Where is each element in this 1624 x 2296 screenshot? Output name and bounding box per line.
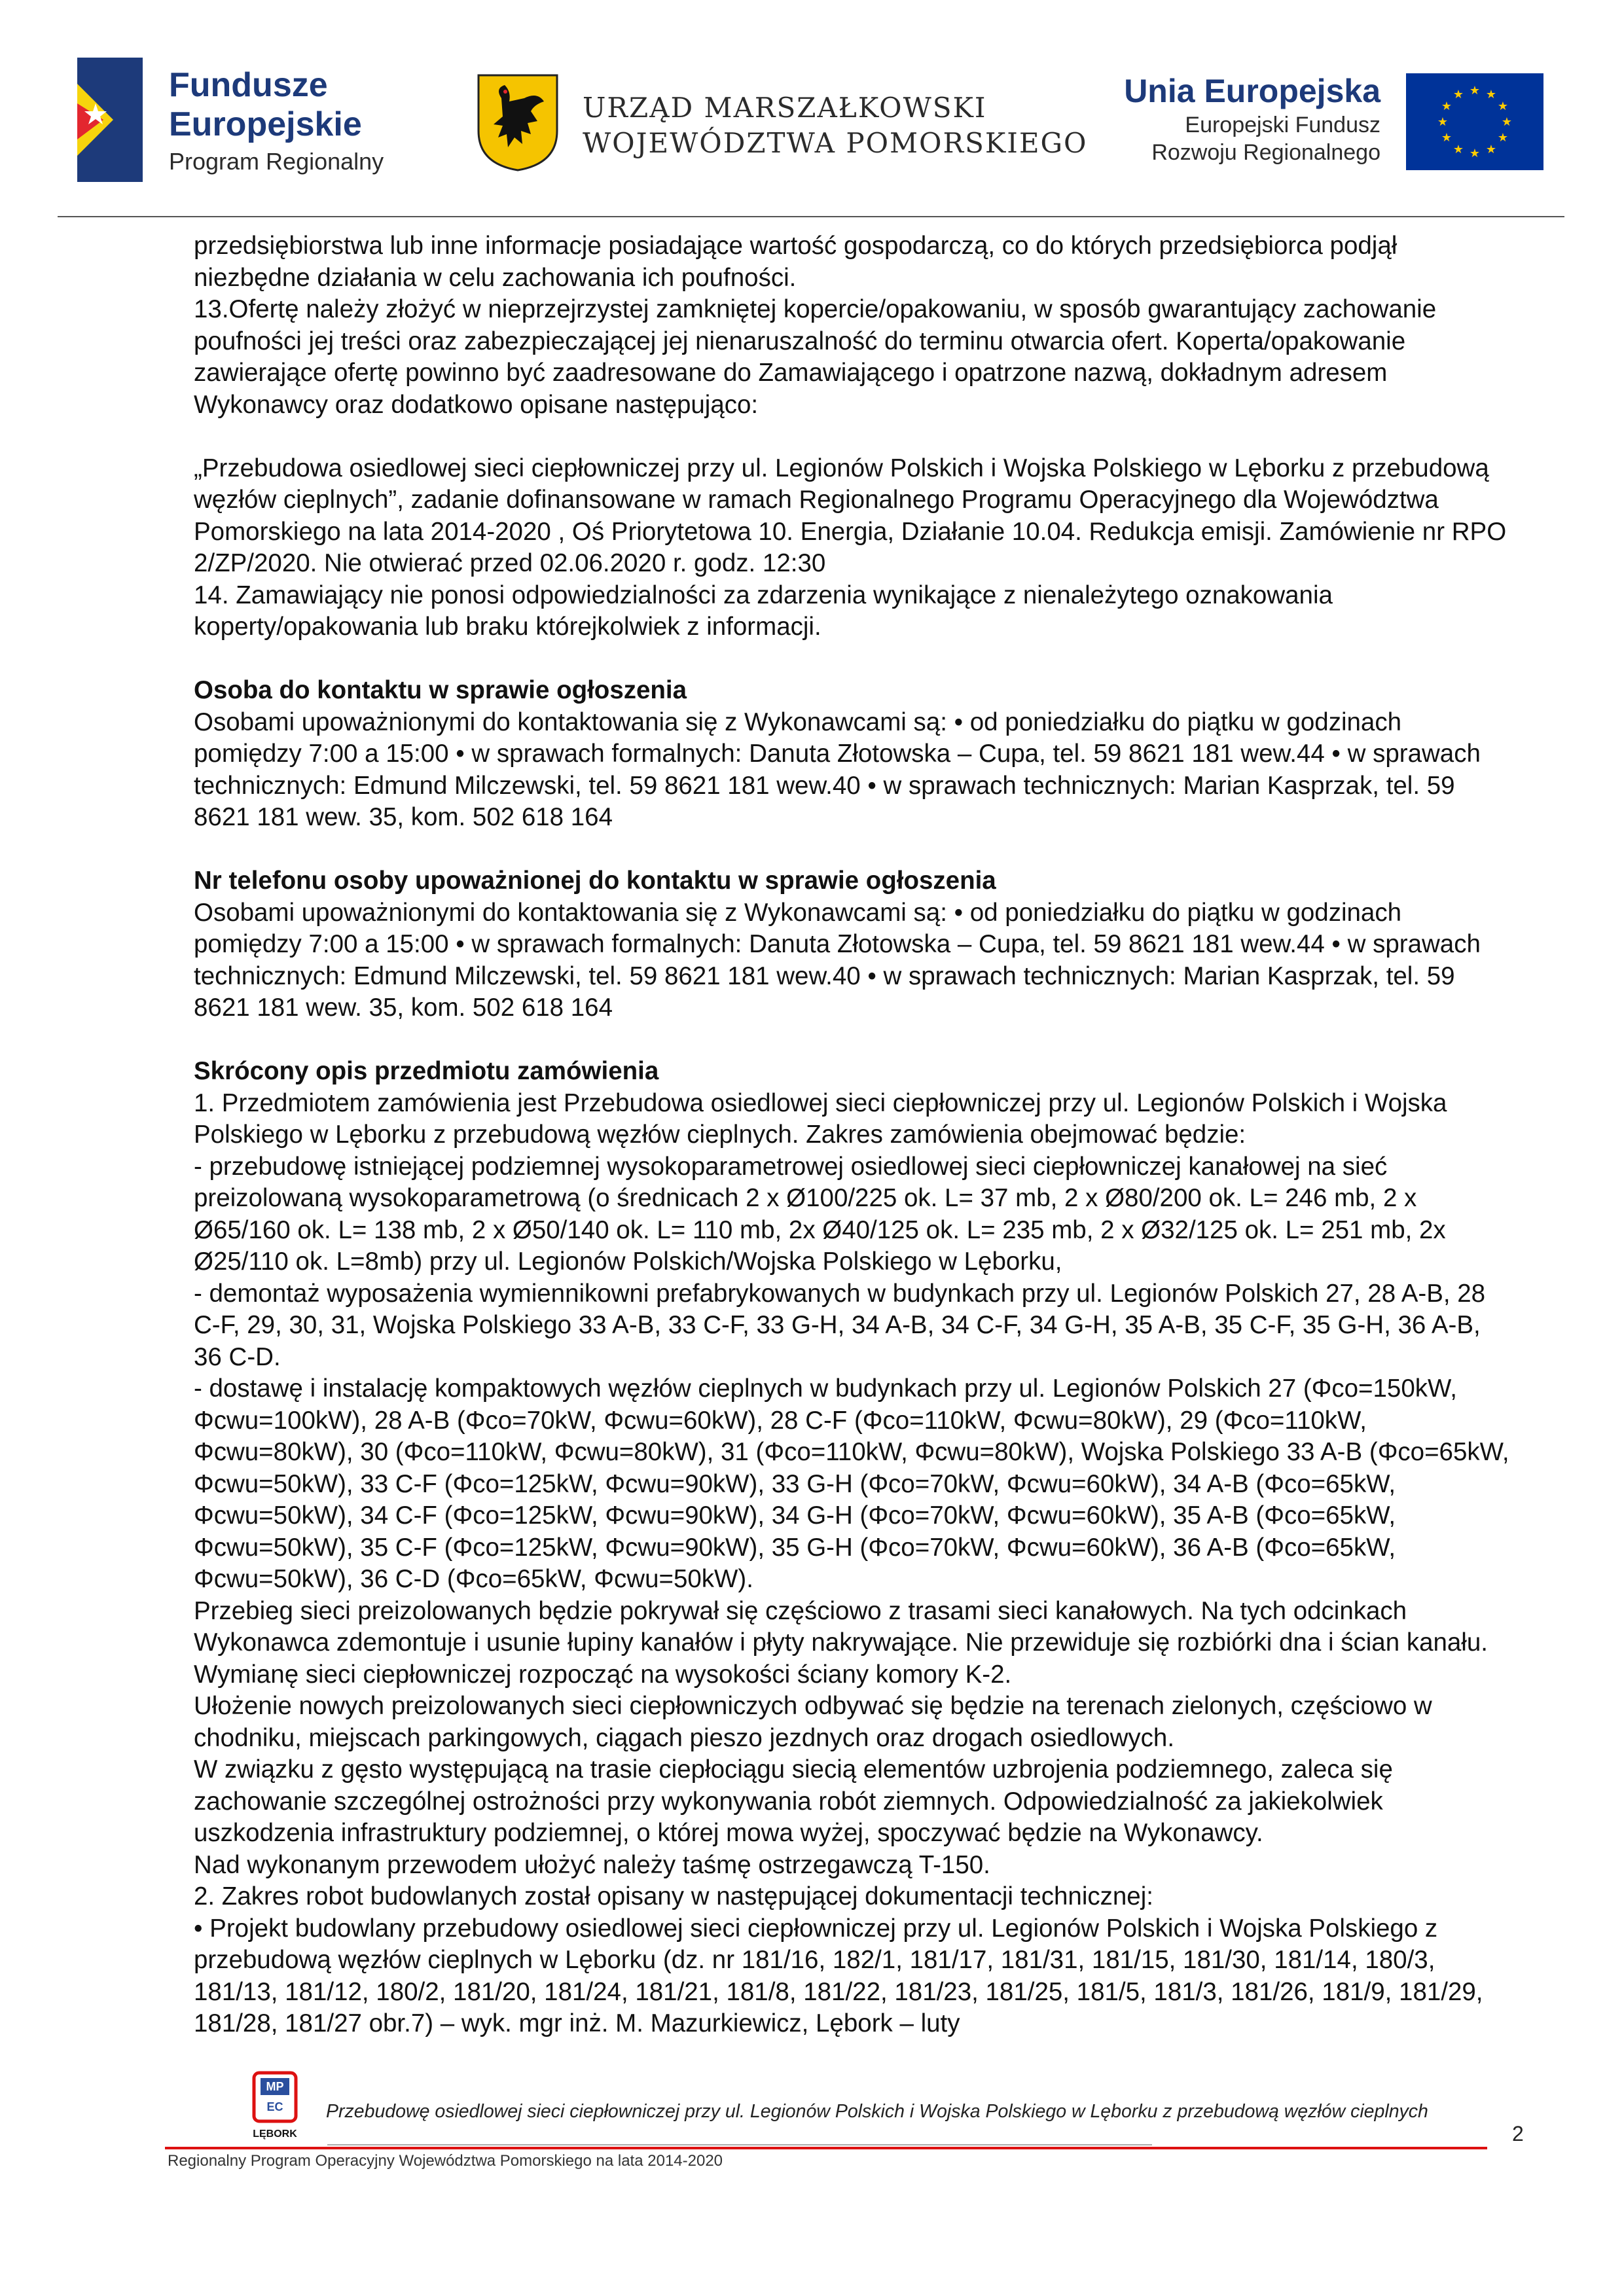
section-heading: Nr telefonu osoby upoważnionej do kontaktu w sprawie ogłoszenia [194,867,996,895]
paragraph: 13.Ofertę należy złożyć w nieprzejrzystej zamkniętej kopercie/opakowaniu, w sposób gwarantujący zachowanie poufności jej treści oraz zabezpieczającej jej nienaruszalność do terminu otwarcia ofert. Koperta/opakowanie zawierające ofertę powinno być zaadresowane do Zamawiającego i opatrzone nazwą, dokładnym adresem Wykonawcy oraz dodatkowo opisane następująco: [194,295,1437,419]
paragraph: Nad wykonanym przewodem ułożyć należy taśmę ostrzegawczą T-150. [194,1850,990,1879]
svg-text:★: ★ [1453,143,1464,156]
footer-grey-rule [327,2144,1152,2145]
ue-subtitle-line2: Rozwoju Regionalnego [1151,140,1380,165]
svg-text:★: ★ [1441,131,1453,145]
mpec-lebork-logo-icon [242,2070,308,2142]
fe-title-line2: Europejskie [169,105,362,143]
paragraph: Przebieg sieci preizolowanych będzie pokrywał się częściowo z trasami sieci kanałowych. Na tych odcinkach Wykonawca zdemontuje i usunie łupiny kanałów i płyty nakrywające. Nie przewiduje się rozbiórki dna i ścian kanału. [194,1596,1488,1657]
page-header [0,0,1624,216]
fundusze-europejskie-text [169,65,384,179]
fe-title-line1: Fundusze [169,66,328,104]
paragraph: 14. Zamawiający nie ponosi odpowiedzialności za zdarzenia wynikające z nienależytego oznakowania koperty/opakowania lub braku którejkolwiek z informacji. [194,581,1333,641]
paragraph: 1. Przedmiotem zamówienia jest Przebudowa osiedlowej sieci ciepłowniczej przy ul. Legionów Polskich i Wojska Polskiego w Lęborku z przebudową węzłów cieplnych. Zakres zamówienia obejmować będzie: [194,1088,1447,1149]
page-number: 2 [1512,2122,1524,2145]
section-heading: Skrócony opis przedmiotu zamówienia [194,1057,659,1085]
svg-text:★: ★ [1485,143,1497,156]
logo-ec-text: EC [266,2100,283,2113]
eu-flag-icon [1406,73,1543,170]
paragraph: - demontaż wyposażenia wymiennikowni prefabrykowanych w budynkach przy ul. Legionów Polskich 27, 28 A-B, 28 C-F, 29, 30, 31, Wojska Polskiego 33 A-B, 33 C-F, 33 G-H, 34 A-B, 34 C-F, 34 G-H, 35 A-B, 35 C-F, 35 G-H, 36 A-B, 36 C-D. [194,1279,1486,1371]
logo-mp-text: MP [266,2080,284,2093]
ue-title: Unia Europejska [1124,73,1380,109]
svg-text:★: ★ [1441,99,1453,113]
paragraph: 2. Zakres robot budowlanych został opisany w następującej dokumentacji technicznej: [194,1882,1153,1910]
fundusze-europejskie-logo-icon [77,58,143,182]
paragraph: przedsiębiorstwa lub inne informacje posiadające wartość gospodarczą, co do których przedsiębiorca podjął niezbędne działania w celu zachowania ich poufności. [194,232,1398,292]
header-divider [58,216,1564,217]
paragraph: „Przebudowa osiedlowej sieci ciepłowniczej przy ul. Legionów Polskich i Wojska Polskiego w Lęborku z przebudową węzłów cieplnych”, zadanie dofinansowane w ramach Regionalnego Programu Operacyjnego dla Województwa Pomorskiego na lata 2014-2020 , Oś Priorytetowa 10. Energia, Działanie 10.04. Redukcja emisji. Zamówienie nr RPO 2/ZP/2020. Nie otwierać przed 02.06.2020 r. godz. 12:30 [194,454,1507,577]
paragraph: Wymianę sieci ciepłowniczej rozpocząć na wysokości ściany komory K-2. [194,1660,1012,1689]
svg-text:★: ★ [1501,115,1513,129]
ue-subtitle-line1: Europejski Fundusz [1185,113,1380,137]
paragraph: - dostawę i instalację kompaktowych węzłów cieplnych w budynkach przy ul. Legionów Polskich 27 (Φco=150kW, Φcwu=100kW), 28 A-B (Φco=70kW, Φcwu=60kW), 28 C-F (Φco=110kW, Φcwu=80kW), 29 (Φco=110kW, Φcwu=80kW), 30 (Φco=110kW, Φcwu=80kW), 31 (Φco=110kW, Φcwu=80kW), Wojska Polskiego 33 A-B (Φco=65kW, Φcwu=50kW), 33 C-F (Φco=125kW, Φcwu=90kW), 33 G-H (Φco=70kW, Φcwu=60kW), 34 A-B (Φco=65kW, Φcwu=50kW), 34 C-F (Φco=125kW, Φcwu=90kW), 34 G-H (Φco=70kW, Φcwu=60kW), 35 A-B (Φco=65kW, Φcwu=50kW), 35 C-F (Φco=125kW, Φcwu=90kW), 35 G-H (Φco=70kW, Φcwu=60kW), 36 A-B (Φco=65kW, Φcwu=50kW), 36 C-D (Φco=65kW, Φcwu=50kW). [194,1374,1509,1593]
svg-text:★: ★ [1453,88,1464,101]
svg-text:★: ★ [1497,99,1509,113]
paragraph: • Projekt budowlany przebudowy osiedlowej sieci ciepłowniczej przy ul. Legionów Polskich i Wojska Polskiego z przebudową węzłów cieplnych w Lęborku (dz. nr 181/16, 182/1, 181/17, 181/31, 181/15, 181/30, 181/14, 180/3, 181/13, 181/12, 180/2, 181/20, 181/24, 181/21, 181/8, 181/22, 181/23, 181/25, 181/5, 181/3, 181/26, 181/9, 181/29, 181/28, 181/27 obr.7) – wyk. mgr inż. M. Mazurkiewicz, Lębork – luty [194,1914,1483,2037]
paragraph: Osobami upoważnionymi do kontaktowania się z Wykonawcami są: • od poniedziałku do piątku w godzinach pomiędzy 7:00 a 15:00 • w sprawach formalnych: Danuta Złotowska – Cupa, tel. 59 8621 181 wew.44 • w sprawach technicznych: Edmund Milczewski, tel. 59 8621 181 wew.40 • w sprawach technicznych: Marian Kasprzak, tel. 59 8621 181 wew. 35, kom. 502 618 164 [194,898,1481,1022]
svg-text:★: ★ [1469,84,1481,98]
document-body [194,230,1509,2040]
fe-subtitle: Program Regionalny [169,148,384,175]
pomorskie-crest-icon [475,72,560,171]
paragraph: - przebudowę istniejącej podziemnej wysokoparametrowej osiedlowej sieci ciepłowniczej kanałowej na sieć preizolowaną wysokoparametrową (o średnicach 2 x Ø100/225 ok. L= 37 mb, 2 x Ø80/200 ok. L= 246 mb, 2 x Ø65/160 ok. L= 138 mb, 2 x Ø50/140 ok. L= 110 mb, 2x Ø40/125 ok. L= 235 mb, 2 x Ø32/125 ok. L= 251 mb, 2x Ø25/110 ok. L=8mb) przy ul. Legionów Polskich/Wojska Polskiego w Lęborku, [194,1152,1446,1276]
um-title-line2: WOJEWÓDZTWA POMORSKIEGO [583,127,1088,159]
svg-text:★: ★ [1485,88,1497,101]
um-title-line1: URZĄD MARSZAŁKOWSKI [583,92,987,124]
svg-text:★: ★ [1497,131,1509,145]
footer-program-name: Regionalny Program Operacyjny Województwa Pomorskiego na lata 2014-2020 [168,2152,723,2170]
urzad-marszalkowski-text [583,90,1087,161]
paragraph: W związku z gęsto występującą na trasie ciepłociągu siecią elementów uzbrojenia podziemnego, zaleca się zachowanie szczególnej ostrożności przy wykonywania robót ziemnych. Odpowiedzialność za jakiekolwiek uszkodzenia infrastruktury podziemnej, o której mowa wyżej, spoczywać będzie na Wykonawcy. [194,1755,1393,1847]
footer-red-rule [165,2147,1487,2149]
paragraph: Osobami upoważnionymi do kontaktowania się z Wykonawcami są: • od poniedziałku do piątku w godzinach pomiędzy 7:00 a 15:00 • w sprawach formalnych: Danuta Złotowska – Cupa, tel. 59 8621 181 wew.44 • w sprawach technicznych: Edmund Milczewski, tel. 59 8621 181 wew.40 • w sprawach technicznych: Marian Kasprzak, tel. 59 8621 181 wew. 35, kom. 502 618 164 [194,708,1481,831]
section-heading: Osoba do kontaktu w sprawie ogłoszenia [194,676,687,704]
logo-city-text: LĘBORK [253,2128,297,2140]
paragraph: Ułożenie nowych preizolowanych sieci ciepłowniczych odbywać się będzie na terenach zielonych, częściowo w chodniku, miejscach parkingowych, ciągach pieszo jezdnych oraz drogach osiedlowych. [194,1692,1432,1752]
footer-caption: Przebudowę osiedlowej sieci ciepłowniczej przy ul. Legionów Polskich i Wojska Polskiego w Lęborku z przebudową węzłów cieplnych [326,2101,1428,2122]
svg-text:★: ★ [1437,115,1449,129]
unia-europejska-text [1124,71,1380,166]
svg-text:★: ★ [1469,147,1481,160]
